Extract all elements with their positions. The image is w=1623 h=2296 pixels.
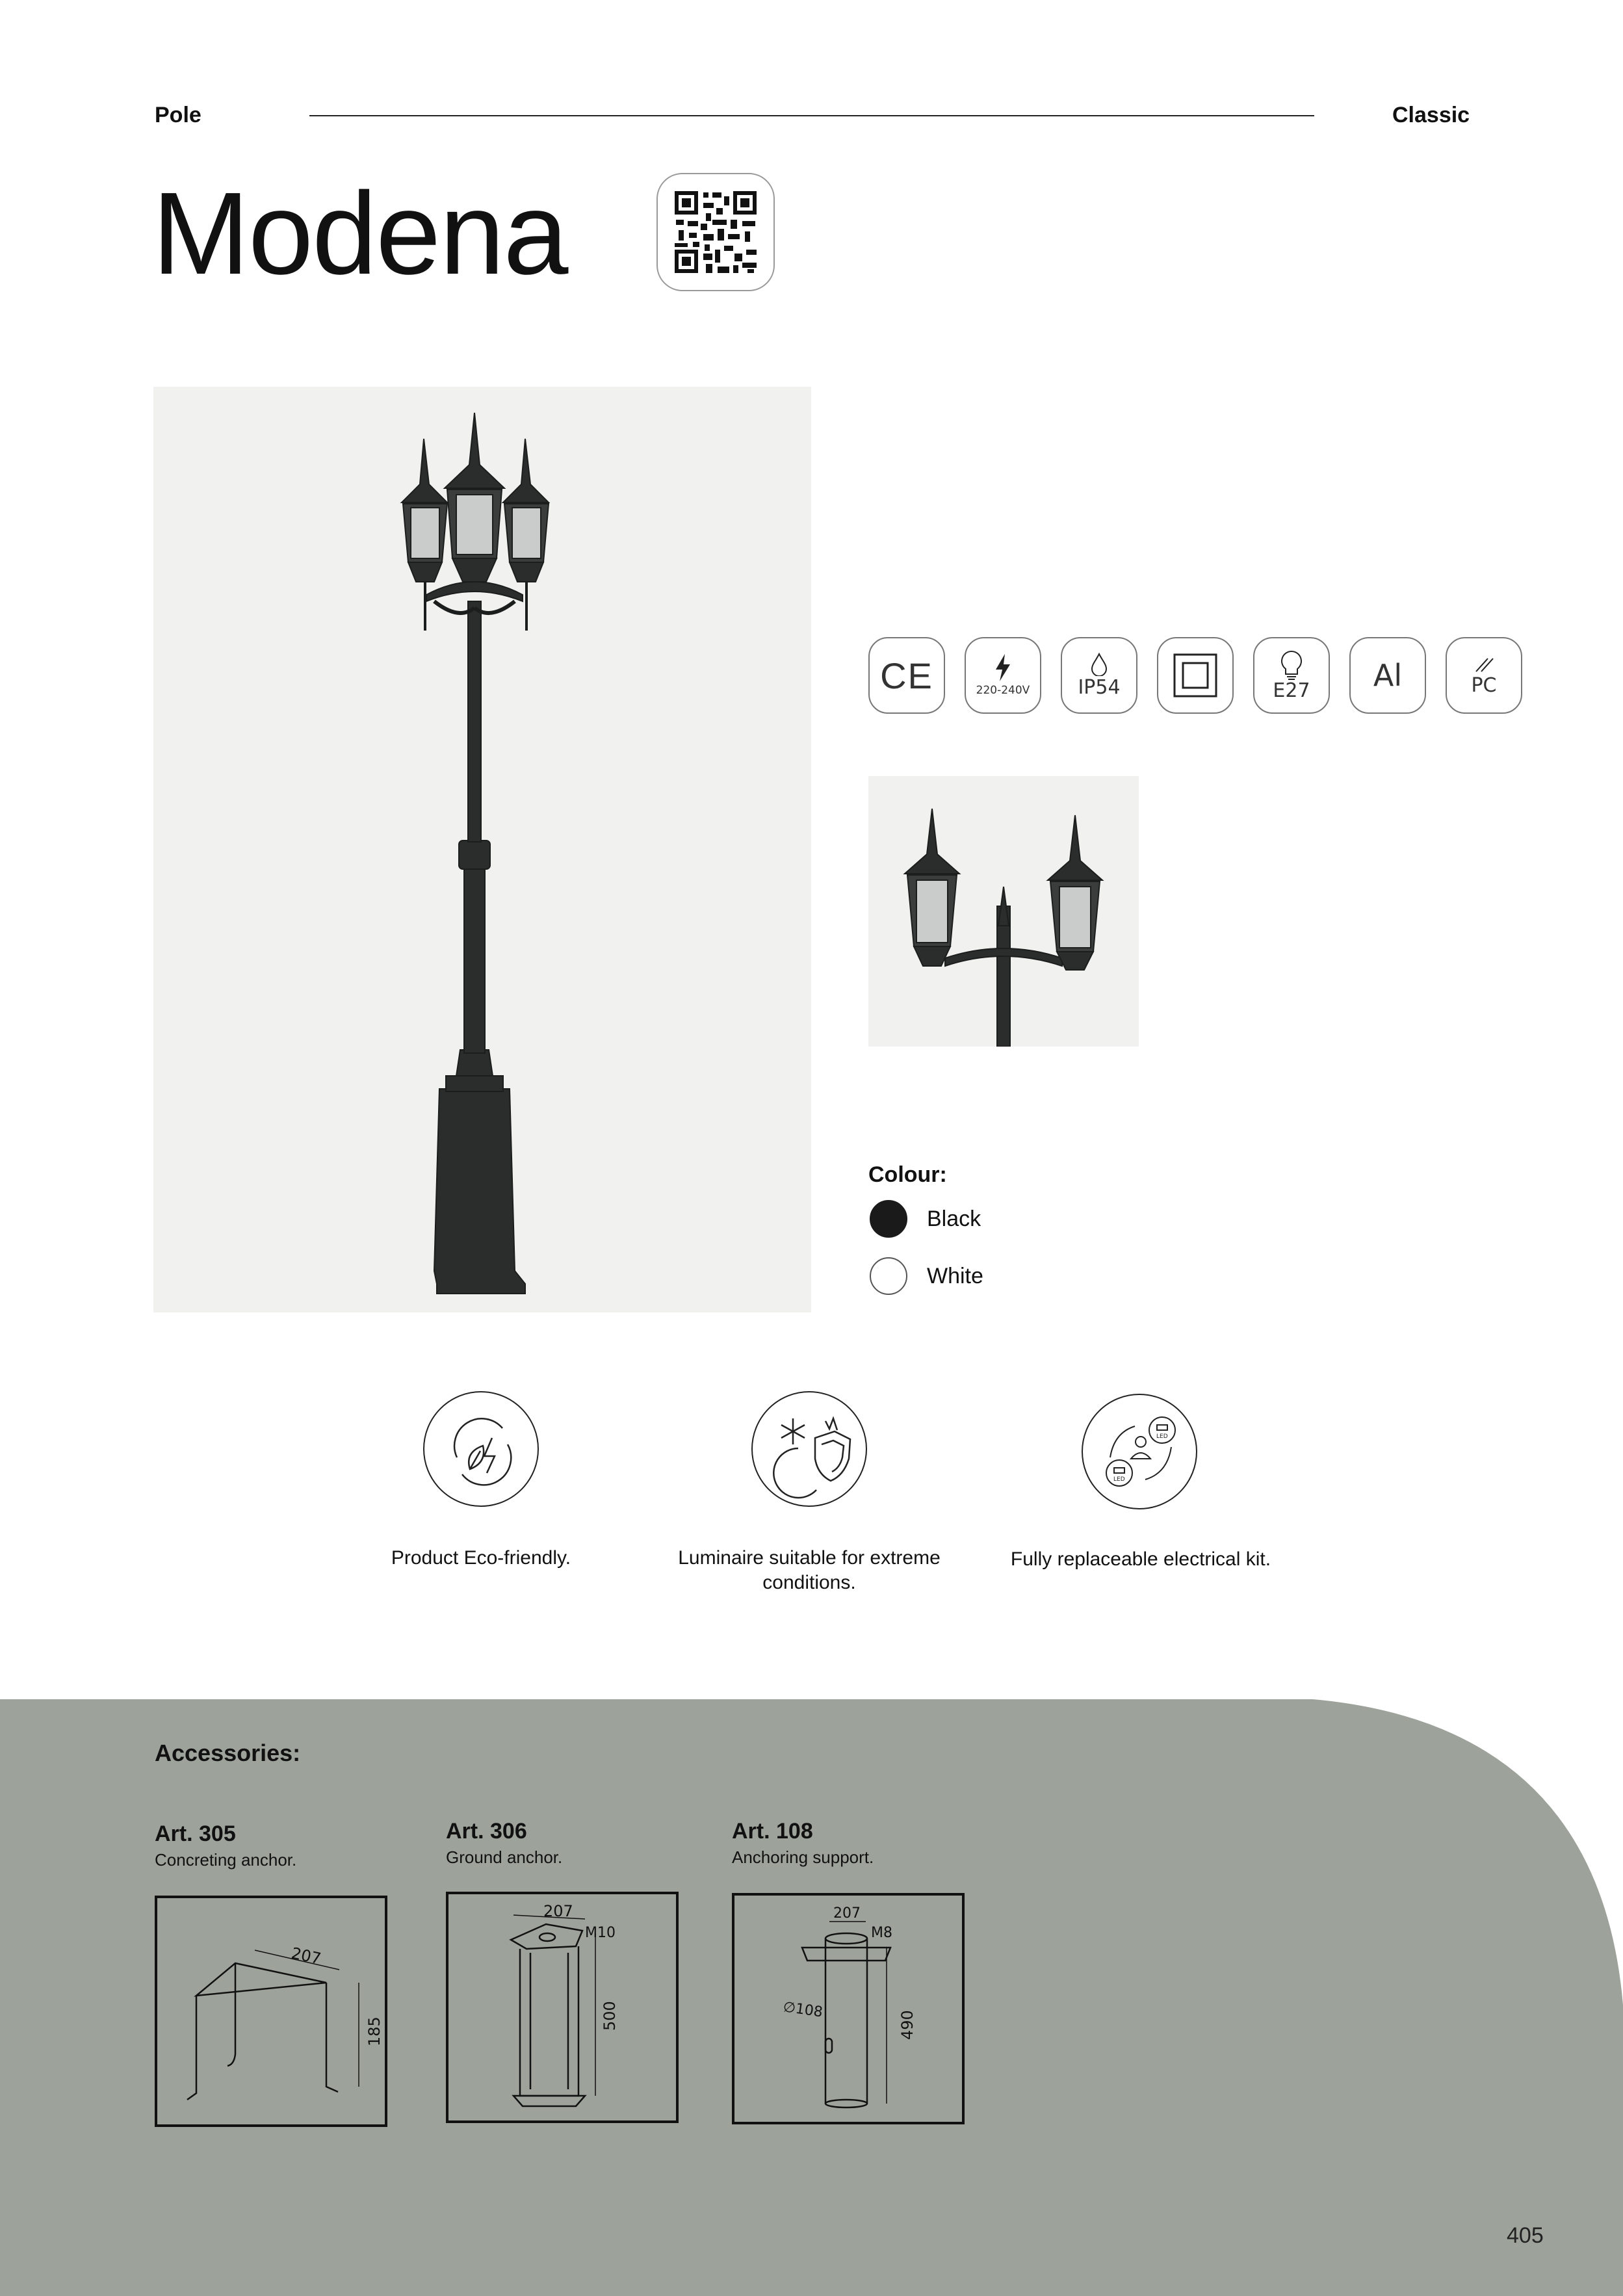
art-108-drawing [732, 1893, 965, 2124]
feature-kit-text: Fully replaceable electrical kit. [1010, 1548, 1271, 1570]
qr-code[interactable] [656, 173, 775, 291]
feature-extreme-text: Luminaire suitable for extreme conditions. [678, 1547, 941, 1593]
dim-306-width: 207 [543, 1902, 573, 1920]
spec-badges [868, 637, 1522, 714]
water-drop-icon [1061, 637, 1137, 714]
ce-mark-icon: CE [868, 637, 945, 714]
colour-black-label: Black [927, 1207, 981, 1231]
voltage-label: 220-240V [976, 684, 1030, 697]
material-al-label: Al [1373, 658, 1403, 693]
dim-306-height: 500 [601, 2001, 619, 2031]
dim-108-diameter: ∅108 [782, 1999, 824, 2021]
dim-108-thread: M8 [871, 1925, 892, 1941]
colour-heading: Colour: [868, 1162, 947, 1187]
art-305-desc: Concreting anchor. [155, 1850, 297, 1870]
art-306-name: Art. 306 [446, 1819, 527, 1844]
page-number: 405 [1507, 2223, 1544, 2248]
style-label: Classic [1392, 103, 1470, 127]
art-306-desc: Ground anchor. [446, 1847, 563, 1867]
dim-305-width: 207 [289, 1944, 323, 1968]
ip-rating-label: IP54 [1078, 675, 1121, 699]
detail-photo [868, 776, 1139, 1047]
category-label: Pole [155, 103, 201, 127]
product-photo [153, 387, 811, 1312]
art-108-desc: Anchoring support. [732, 1847, 874, 1867]
lightning-icon [965, 637, 1041, 714]
art-305-drawing [155, 1896, 387, 2127]
white-swatch[interactable] [870, 1257, 907, 1295]
accessories-heading: Accessories: [155, 1740, 301, 1766]
dim-108-width: 207 [833, 1905, 861, 1922]
svg-text:LED: LED [1113, 1476, 1125, 1483]
replaceable-kit-icon [1082, 1394, 1197, 1509]
dim-305-height: 185 [365, 2016, 383, 2046]
colour-white-label: White [927, 1264, 983, 1288]
art-306-drawing [446, 1892, 679, 2123]
polycarbonate-icon [1446, 637, 1522, 714]
eco-leaf-icon [423, 1391, 539, 1507]
art-305-name: Art. 305 [155, 1821, 236, 1846]
product-title: Modena [152, 168, 567, 299]
dim-306-thread: M10 [585, 1925, 616, 1941]
socket-label: E27 [1273, 679, 1310, 702]
header-divider [309, 115, 1314, 116]
art-108-name: Art. 108 [732, 1819, 813, 1844]
aluminium-icon [1349, 637, 1426, 714]
feature-eco-text: Product Eco-friendly. [391, 1547, 571, 1569]
svg-text:LED: LED [1156, 1433, 1168, 1440]
material-pc-label: PC [1471, 673, 1497, 697]
black-swatch[interactable] [870, 1200, 907, 1238]
bulb-icon [1253, 637, 1330, 714]
dim-108-height: 490 [898, 2010, 916, 2040]
extreme-conditions-icon [751, 1391, 867, 1507]
class-ii-insulation-icon [1157, 637, 1234, 714]
